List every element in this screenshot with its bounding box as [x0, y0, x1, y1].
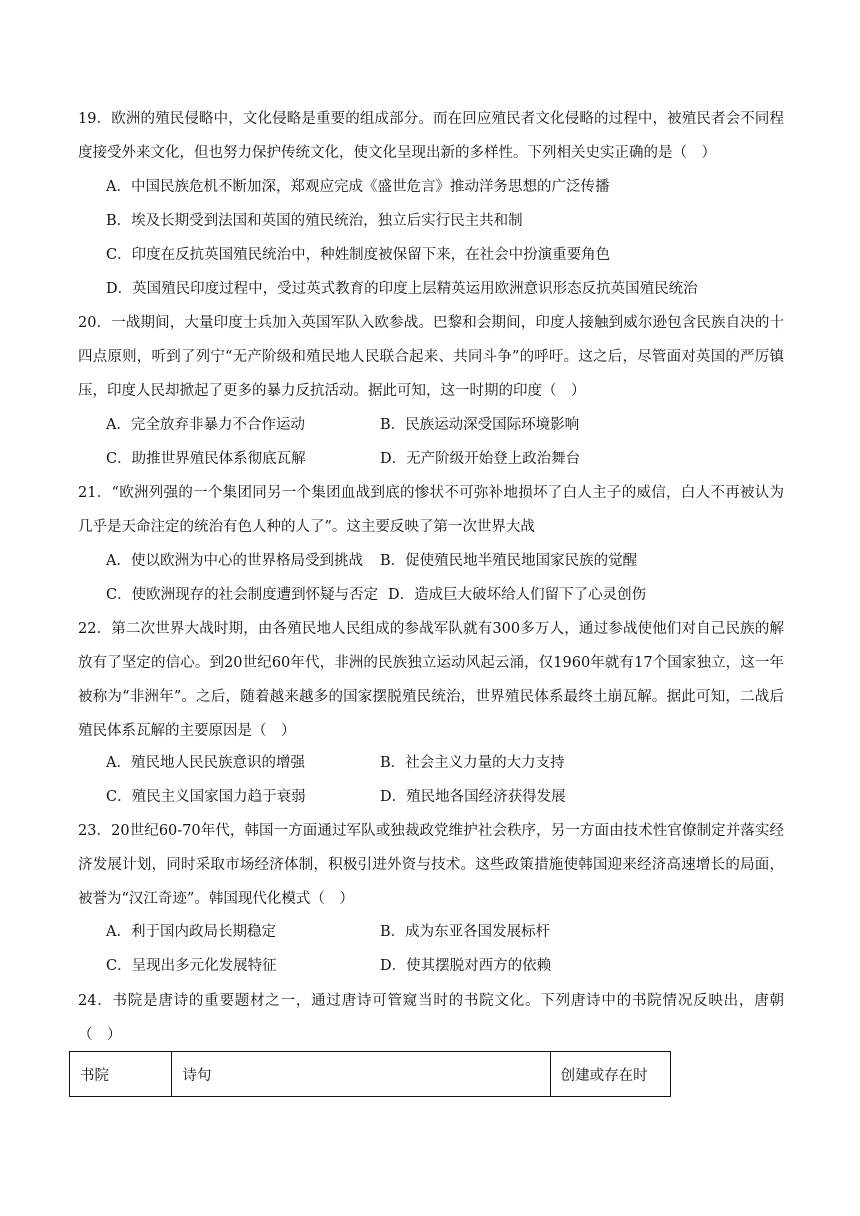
- option-a[interactable]: A．利于国内政局长期稳定: [106, 924, 276, 940]
- question-22-stem: 22．第二次世界大战时期，由各殖民地人民组成的参战军队就有300多万人，通过参战使他们对自己民族的解放有了坚定的信心。到20世纪60年代，非洲的民族独立运动风起云涌，仅1960年就有17个国家独立，这一年被称为“非洲年”。之后，随着越来越多的国家摆脱殖民统治，世界殖民体系最终土崩瓦解。据此可知，二战后殖民体系瓦解的主要原因是（ ）: [78, 621, 784, 739]
- question-19-options: [106, 170, 786, 306]
- option-b[interactable]: B．促使殖民地半殖民地国家民族的觉醒: [380, 553, 638, 569]
- option-c[interactable]: C．殖民主义国家国力趋于衰弱: [106, 789, 306, 805]
- option-c[interactable]: C．助推世界殖民体系彻底瓦解: [106, 451, 306, 467]
- option-b[interactable]: B．民族运动深受国际环境影响: [380, 417, 580, 433]
- option-d[interactable]: D．无产阶级开始登上政治舞台: [380, 451, 581, 467]
- option-a[interactable]: A．中国民族危机不断加深，郑观应完成《盛世危言》推动洋务思想的广泛传播: [106, 179, 610, 195]
- poetry-table: [69, 1051, 671, 1097]
- option-a[interactable]: A．使以欧洲为中心的世界格局受到挑战: [106, 553, 363, 569]
- option-d[interactable]: D．英国殖民印度过程中，受过英式教育的印度上层精英运用欧洲意识形态反抗英国殖民统治: [106, 281, 698, 297]
- question-22-options: [106, 746, 786, 814]
- option-b[interactable]: B．埃及长期受到法国和英国的殖民统治，独立后实行民主共和制: [106, 213, 523, 229]
- question-23-stem: 23．20世纪60-70年代，韩国一方面通过军队或独裁政党维护社会秩序，另一方面由技术性官僚制定并落实经济发展计划，同时采取市场经济体制，积极引进外资与技术。这些政策措施使韩国迎来经济高速增长的局面，被誉为“汉江奇迹”。韩国现代化模式（ ）: [78, 823, 784, 907]
- option-a[interactable]: A．殖民地人民民族意识的增强: [106, 755, 305, 771]
- table-header-verse: 诗句: [172, 1052, 550, 1097]
- question-24-stem: 24．书院是唐诗的重要题材之一，通过唐诗可管窥当时的书院文化。下列唐诗中的书院情况反映出，唐朝（ ）: [78, 993, 784, 1043]
- option-c[interactable]: C．使欧洲现存的社会制度遭到怀疑与否定: [106, 587, 379, 603]
- question-20-options: [106, 408, 786, 476]
- question-21-stem: 21．“欧洲列强的一个集团同另一个集团血战到底的惨状不可弥补地损坏了白人主子的威信，白人不再被认为几乎是天命注定的统治有色人种的人了”。这主要反映了第一次世界大战: [78, 485, 784, 535]
- option-c[interactable]: C．印度在反抗英国殖民统治中，种姓制度被保留下来，在社会中扮演重要角色: [106, 247, 611, 263]
- question-23-options: [106, 915, 786, 983]
- option-b[interactable]: B．社会主义力量的大力支持: [380, 755, 565, 771]
- question-20-stem: 20．一战期间，大量印度士兵加入英国军队入欧参战。巴黎和会期间，印度人接触到威尔逊包含民族自决的十四点原则，听到了列宁“无产阶级和殖民地人民联合起来、共同斗争”的呼吁。这之后，尽管面对英国的严厉镇压，印度人民却掀起了更多的暴力反抗活动。据此可知，这一时期的印度（ ）: [78, 315, 784, 399]
- table-header-time: 创建或存在时: [550, 1052, 670, 1097]
- option-b[interactable]: B．成为东亚各国发展标杆: [380, 924, 551, 940]
- table-header-academy: 书院: [70, 1052, 172, 1097]
- option-d[interactable]: D．造成巨大破坏给人们留下了心灵创伤: [388, 587, 647, 603]
- option-c[interactable]: C．呈现出多元化发展特征: [106, 958, 277, 974]
- option-d[interactable]: D．使其摆脱对西方的依赖: [380, 958, 552, 974]
- question-19-stem: 19．欧洲的殖民侵略中，文化侵略是重要的组成部分。而在回应殖民者文化侵略的过程中，被殖民者会不同程度接受外来文化，但也努力保护传统文化，使文化呈现出新的多样性。下列相关史实正确的是（ ）: [78, 111, 784, 161]
- option-d[interactable]: D．殖民地各国经济获得发展: [380, 789, 566, 805]
- question-21-options: [106, 544, 786, 612]
- table-header-row: [70, 1052, 671, 1097]
- option-a[interactable]: A．完全放弃非暴力不合作运动: [106, 417, 305, 433]
